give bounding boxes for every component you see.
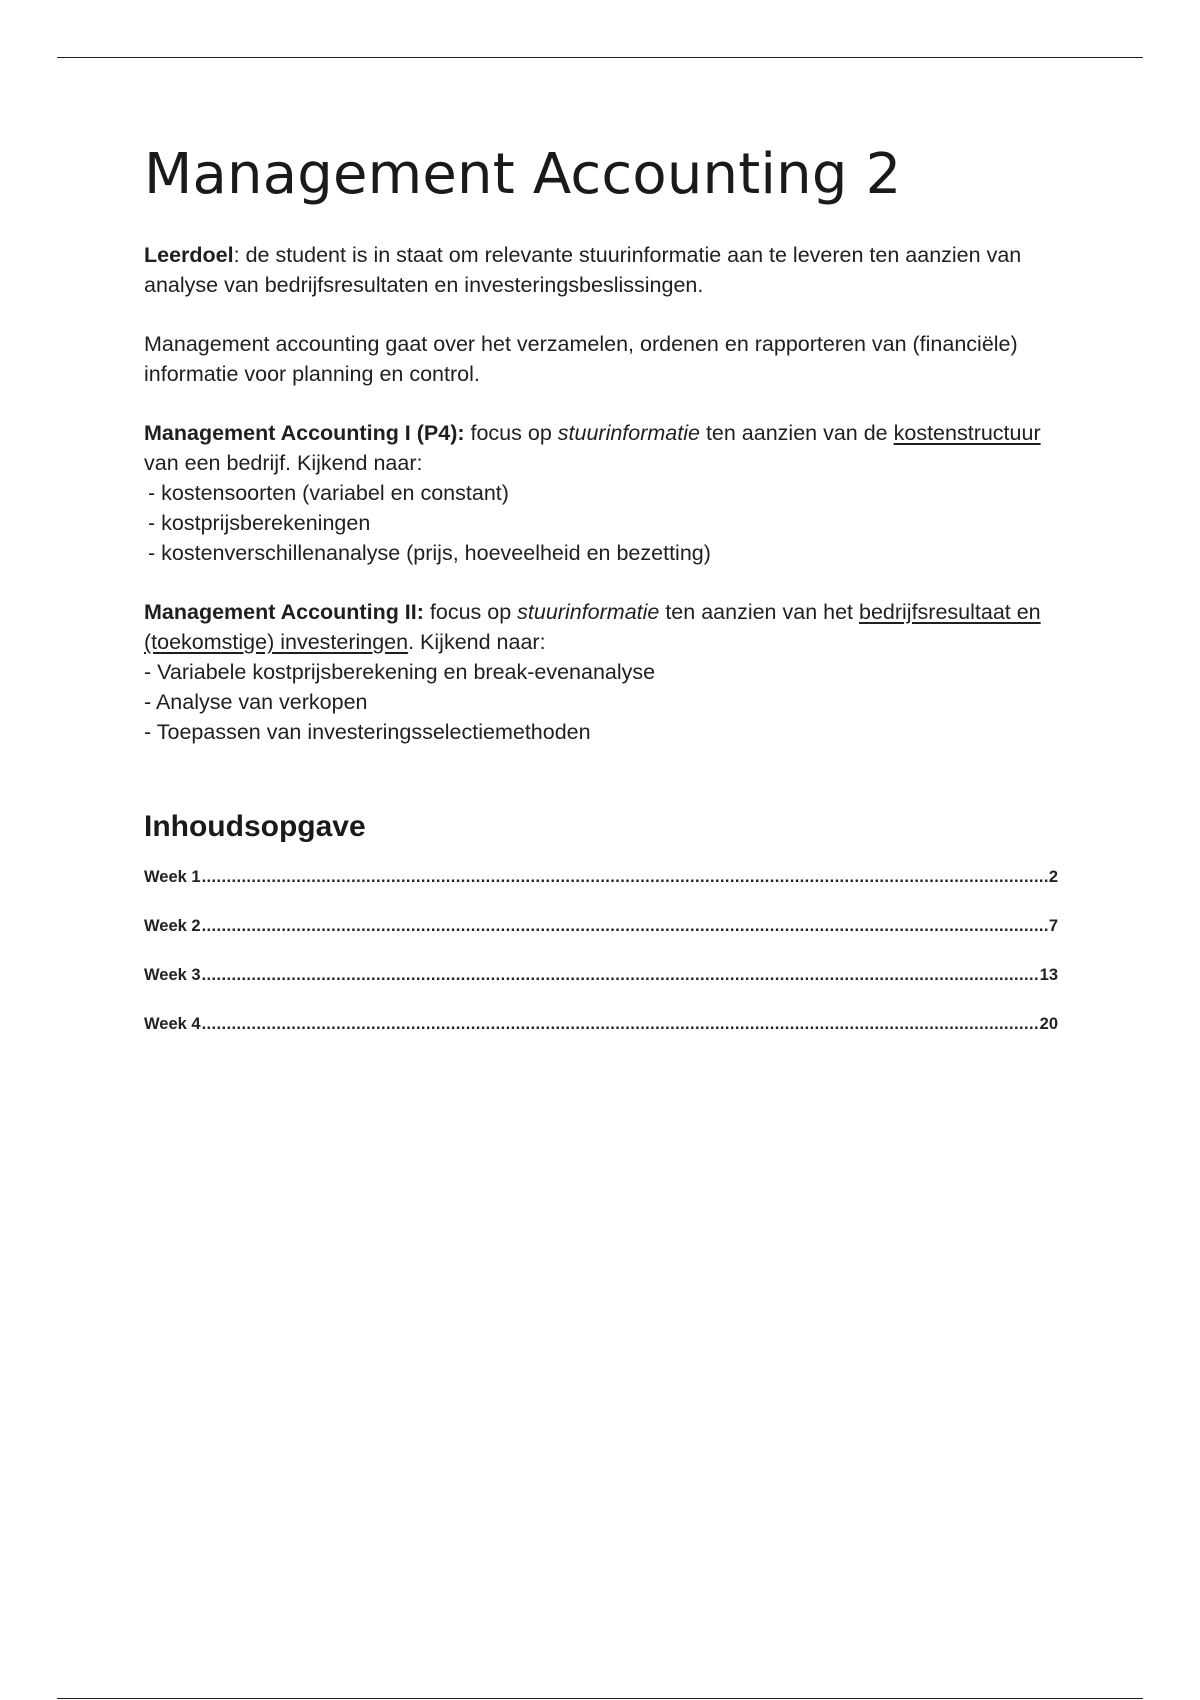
ma1-underlined: kostenstructuur (893, 421, 1041, 445)
ma2-heading: Management Accounting II: (144, 600, 424, 624)
ma2-text-c: . Kijkend naar: (408, 630, 546, 654)
toc-entry-label: Week 3 (144, 966, 201, 984)
learning-goal-paragraph (144, 240, 1064, 300)
toc-page-number: 2 (1048, 868, 1058, 886)
toc-entry-week-3[interactable] (144, 965, 1058, 1014)
toc-dot-leader (202, 965, 1039, 985)
ma1-list-item: - kostenverschillenanalyse (prijs, hoeveelheid en bezetting) (148, 541, 711, 565)
toc-page-number: 7 (1048, 917, 1058, 935)
ma2-text-b: ten aanzien van het (659, 600, 859, 624)
ma2-list-item: - Variabele kostprijsberekening en break-evenanalyse (144, 660, 656, 684)
intro-paragraph: Management accounting gaat over het verzamelen, ordenen en rapporteren van (financiële) informatie voor planning en control. (144, 332, 1018, 386)
toc-entry-week-4[interactable] (144, 1014, 1058, 1063)
toc-dot-leader (202, 916, 1048, 936)
ma2-text-a: focus op (423, 600, 518, 624)
toc-entry-label: Week 1 (144, 868, 201, 886)
toc-page-number: 20 (1039, 1015, 1058, 1033)
ma1-list-item: - kostprijsberekeningen (148, 511, 371, 535)
toc-entry-label: Week 2 (144, 917, 201, 935)
toc-heading: Inhoudsopgave (144, 810, 366, 843)
ma1-text-a: focus op (464, 421, 558, 445)
document-body (144, 140, 1064, 1063)
document-title: Management Accounting 2 (144, 142, 902, 207)
learning-goal-text: : de student is in staat om relevante stuurinformatie aan te leveren ten aanzien van analyse van bedrijfsresultaten en investeringsbeslissingen. (144, 243, 1022, 297)
ma2-underlined: bedrijfsresultaat en (toekomstige) investeringen (144, 600, 1041, 654)
toc-dot-leader (202, 867, 1048, 887)
ma1-text-c: van een bedrijf. Kijkend naar: (144, 451, 423, 475)
toc-dot-leader (202, 1014, 1039, 1034)
footer-rule (57, 1698, 1143, 1699)
ma1-paragraph (144, 418, 1064, 568)
table-of-contents (144, 867, 1064, 1063)
ma2-list-item: - Toepassen van investeringsselectiemethoden (144, 720, 591, 744)
ma2-paragraph (144, 597, 1064, 747)
learning-goal-label: Leerdoel (144, 243, 234, 267)
ma1-list-item: - kostensoorten (variabel en constant) (148, 481, 509, 505)
ma1-emphasis: stuurinformatie (557, 421, 700, 445)
toc-entry-label: Week 4 (144, 1015, 201, 1033)
ma2-emphasis: stuurinformatie (517, 600, 660, 624)
toc-page-number: 13 (1039, 966, 1058, 984)
toc-entry-week-2[interactable] (144, 916, 1058, 965)
toc-entry-week-1[interactable] (144, 867, 1058, 916)
ma2-list-item: - Analyse van verkopen (144, 690, 368, 714)
ma1-heading: Management Accounting I (P4): (144, 421, 465, 445)
header-rule (57, 57, 1143, 58)
ma1-text-b: ten aanzien van de (699, 421, 894, 445)
